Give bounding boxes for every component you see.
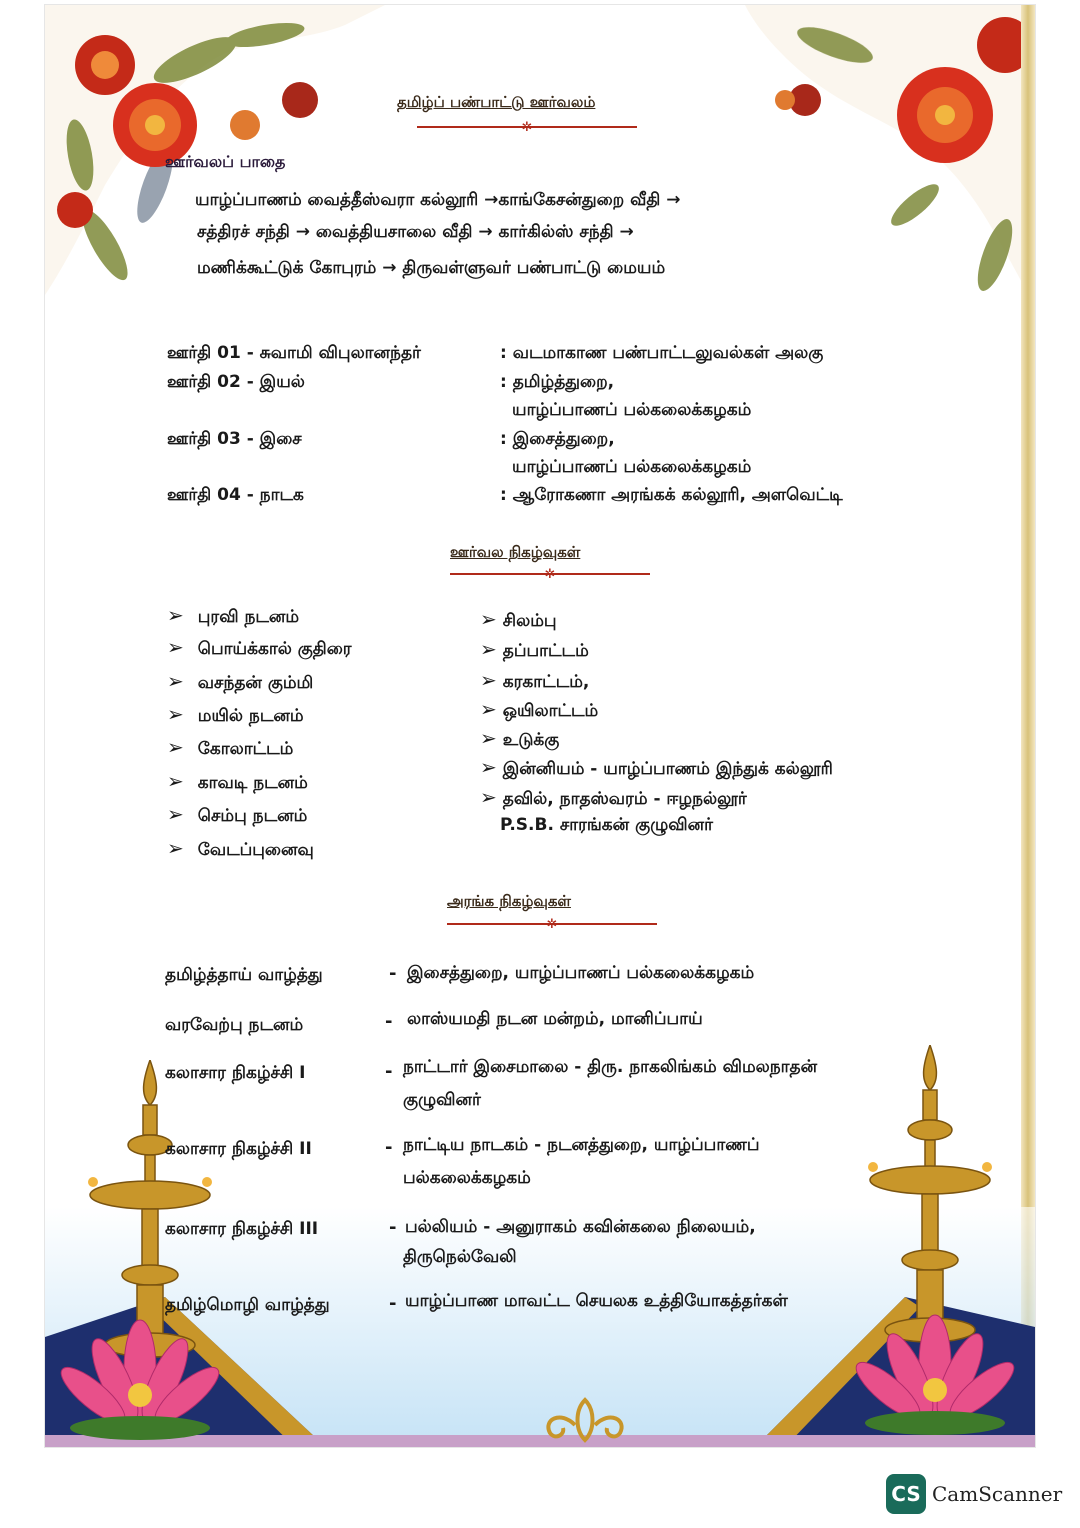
float-label: ஊர்தி 04 - நாடக <box>167 485 304 505</box>
route-line-3: மணிக்கூட்டுக் கோபுரம் → திருவள்ளுவர் பண்பாட்டு மையம் <box>197 258 666 278</box>
procession-item <box>167 669 313 695</box>
stage-item-value-cont: பல்கலைக்கழகம் <box>403 1168 531 1188</box>
arrow-bullet-icon: ➢ <box>480 697 497 721</box>
float-label: ஊர்தி 02 - இயல் <box>167 372 305 392</box>
float-value: : தமிழ்த்துறை, <box>500 372 615 392</box>
arrow-bullet-icon: ➢ <box>480 726 497 750</box>
procession-item-label: புரவி நடனம் <box>197 607 300 627</box>
stage-dash: - <box>385 1011 393 1032</box>
arrow-bullet-icon: ➢ <box>167 836 184 860</box>
lotus-right-icon <box>850 1305 1020 1439</box>
procession-item-label: ஒயிலாட்டம் <box>502 701 599 721</box>
arrow-bullet-icon: ➢ <box>167 735 184 759</box>
procession-item <box>167 603 299 629</box>
arrow-bullet-icon: ➢ <box>480 785 497 809</box>
float-label: ஊர்தி 03 - இசை <box>167 429 302 449</box>
stage-item-value: நாட்டிய நாடகம் - நடனத்துறை, யாழ்ப்பாணப் <box>403 1135 760 1155</box>
route-heading: ஊர்வலப் பாதை <box>165 152 286 171</box>
procession-item <box>480 607 557 633</box>
stage-item-value: லாஸ்யமதி நடன மன்றம், மானிப்பாய் <box>407 1009 703 1029</box>
stage-dash: - <box>385 1137 393 1158</box>
stage-dash: - <box>389 963 397 984</box>
procession-item <box>480 726 559 752</box>
procession-item-label: பொய்க்கால் குதிரை <box>197 639 352 659</box>
lotus-left-icon <box>55 1310 225 1444</box>
float-value: : இசைத்துறை, <box>500 429 615 449</box>
float-value: : ஆரோகணா அரங்கக் கல்லூரி, அளவெட்டி <box>500 485 843 505</box>
arrow-bullet-icon: ➢ <box>167 802 184 826</box>
stage-item-value-cont: குழுவினர் <box>403 1090 481 1110</box>
stage-item-value: யாழ்ப்பாண மாவட்ட செயலக உத்தியோகத்தர்கள் <box>405 1291 788 1311</box>
procession-item-label: காவடி நடனம் <box>197 773 308 793</box>
procession-divider-icon <box>450 565 650 584</box>
procession-item <box>480 697 598 723</box>
procession-item <box>167 735 293 761</box>
procession-item-label: உடுக்கு <box>502 730 560 750</box>
stage-item-value: இசைத்துறை, யாழ்ப்பாணப் பல்கலைக்கழகம் <box>407 963 755 983</box>
svg-text:✲: ✲ <box>544 568 556 580</box>
camscanner-logo-icon: CS <box>886 1474 926 1514</box>
stage-dash: - <box>389 1293 397 1314</box>
float-value-cont: யாழ்ப்பாணப் பல்கலைக்கழகம் <box>512 457 752 477</box>
procession-item <box>167 802 307 828</box>
float-label: ஊர்தி 01 - சுவாமி விபுலானந்தர் <box>167 343 421 363</box>
stage-item-value: பல்லியம் - அனுராகம் கவின்கலை நிலையம், <box>405 1217 756 1237</box>
arrow-bullet-icon: ➢ <box>480 607 497 631</box>
oil-lamp-right-icon <box>855 1045 1005 1349</box>
arrow-bullet-icon: ➢ <box>167 702 184 726</box>
page-title: தமிழ்ப் பண்பாட்டு ஊர்வலம் <box>397 93 596 111</box>
stage-item-value: நாட்டார் இசைமாலை - திரு. நாகலிங்கம் விமலநாதன் <box>403 1057 818 1077</box>
svg-text:✲: ✲ <box>521 121 533 133</box>
camscanner-text: CamScanner <box>932 1482 1063 1506</box>
procession-item-label: தவில், நாதஸ்வரம் - ஈழநல்லூர் <box>502 789 747 809</box>
procession-item-label: கோலாட்டம் <box>197 739 294 759</box>
route-line-2: சத்திரச் சந்தி → வைத்தியசாலை வீதி → கார்கில்ஸ் சந்தி → <box>197 222 634 242</box>
procession-item <box>167 769 308 795</box>
procession-item <box>167 635 352 661</box>
procession-item-label: வேடப்புனைவு <box>197 840 314 860</box>
procession-item-label: தப்பாட்டம் <box>502 641 589 661</box>
stage-item-label: வரவேற்பு நடனம் <box>165 1015 304 1035</box>
stage-title: அரங்க நிகழ்வுகள் <box>447 892 571 910</box>
float-value: : வடமாகாண பண்பாட்டலுவல்கள் அலகு <box>500 343 824 363</box>
procession-item-label: செம்பு நடனம் <box>197 806 308 826</box>
svg-text:✲: ✲ <box>546 918 558 930</box>
arrow-bullet-icon: ➢ <box>480 637 497 661</box>
procession-item-label: இன்னியம் - யாழ்ப்பாணம் இந்துக் கல்லூரி <box>502 759 833 779</box>
procession-item <box>480 637 589 663</box>
procession-item <box>480 668 589 694</box>
stage-item-value-cont: திருநெல்வேலி <box>403 1247 517 1267</box>
procession-item-label: வசந்தன் கும்மி <box>197 673 314 693</box>
float-value-cont: யாழ்ப்பாணப் பல்கலைக்கழகம் <box>512 400 752 420</box>
stage-item-label: கலாசார நிகழ்ச்சி I <box>165 1063 306 1083</box>
procession-item-label: மயில் நடனம் <box>197 706 304 726</box>
route-line-1: யாழ்ப்பாணம் வைத்தீஸ்வரா கல்லூரி →காங்கேசன்துறை வீதி → <box>195 190 681 210</box>
scroll-ornament-icon <box>535 1395 635 1447</box>
procession-item-label: கரகாட்டம், <box>502 672 590 692</box>
procession-title: ஊர்வல நிகழ்வுகள் <box>450 543 581 561</box>
floral-corner-top-right <box>745 5 1035 315</box>
procession-item <box>480 785 747 811</box>
arrow-bullet-icon: ➢ <box>167 635 184 659</box>
procession-item <box>167 702 304 728</box>
arrow-bullet-icon: ➢ <box>480 755 497 779</box>
stage-dash: - <box>389 1217 397 1238</box>
stage-item-label: கலாசார நிகழ்ச்சி III <box>165 1219 319 1239</box>
procession-item-cont: P.S.B. சாரங்கன் குழுவினர் <box>500 815 713 835</box>
invitation-sheet <box>45 5 1035 1447</box>
stage-item-label: தமிழ்த்தாய் வாழ்த்து <box>165 965 323 985</box>
arrow-bullet-icon: ➢ <box>167 603 184 627</box>
stage-item-label: தமிழ்மொழி வாழ்த்து <box>165 1295 330 1315</box>
stage-divider-icon <box>447 915 657 934</box>
procession-item <box>167 836 314 862</box>
procession-item-label: சிலம்பு <box>502 611 557 631</box>
stage-item-label: கலாசார நிகழ்ச்சி II <box>165 1139 312 1159</box>
arrow-bullet-icon: ➢ <box>480 668 497 692</box>
arrow-bullet-icon: ➢ <box>167 769 184 793</box>
procession-item <box>480 755 833 781</box>
title-divider-icon <box>417 118 637 137</box>
stage-dash: - <box>385 1061 393 1082</box>
arrow-bullet-icon: ➢ <box>167 669 184 693</box>
